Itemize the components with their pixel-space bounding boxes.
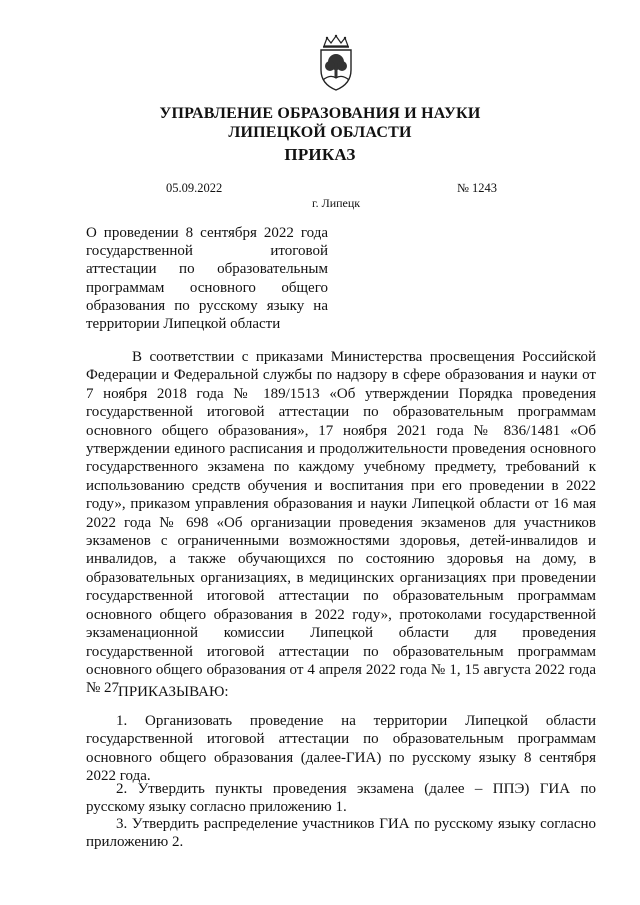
document-subject: О проведении 8 сентября 2022 года государственной итоговой аттестации по образовательным программам основного общего образования по русскому языку на территории Липецкой области: [86, 225, 328, 333]
organization-name: [0, 104, 640, 142]
order-item-1: 1. Организовать проведение на территории Липецкой области государственной итоговой аттестации по образовательным программам основного общего образования (далее-ГИА) по русскому языку 8 сентября 2022 года.: [86, 713, 596, 785]
document-number: № 1243: [457, 181, 498, 195]
organization-line-2: ЛИПЕЦКОЙ ОБЛАСТИ: [228, 124, 412, 141]
order-item-2: 2. Утвердить пункты проведения экзамена (далее – ППЭ) ГИА по русскому языку согласно приложению 1.: [86, 781, 596, 816]
coat-of-arms-emblem: [316, 34, 356, 92]
order-word: ПРИКАЗЫВАЮ:: [118, 684, 229, 700]
organization-line-1: УПРАВЛЕНИЕ ОБРАЗОВАНИЯ И НАУКИ: [159, 105, 481, 122]
document-date: 05.09.2022: [166, 181, 223, 195]
document-city: г. Липецк: [312, 196, 361, 210]
order-item-3: 3. Утвердить распределение участников ГИА по русскому языку согласно приложению 2.: [86, 816, 596, 851]
preamble-paragraph: В соответствии с приказами Министерства просвещения Российской Федерации и Федеральной службы по надзору в сфере образования и науки от 7 ноября 2018 года № 189/1513 «Об утверждении Порядка проведения государственной итоговой аттестации по образовательным программам основного общего образования», 17 ноября 2021 года № 836/1481 «Об утверждении единого расписания и продолжительности проведения основного государственного экзамена по каждому учебному предмету, требований к использованию средств обучения и воспитания при его проведении в 2022 году», приказом управления образования и науки Липецкой области от 16 мая 2022 года № 698 «Об организации проведения экзаменов для участников экзаменов с ограниченными возможностями здоровья, детей-инвалидов и инвалидов, а также обучающихся по состоянию здоровья на дому, в образовательных организациях, в медицинских организациях при проведении государственной итоговой аттестации по образовательным программам основного общего образования в 2022 году», протоколами государственной экзаменационной комиссии Липецкой области для проведения государственной итоговой аттестации по образовательным программам основного общего образования от 4 апреля 2022 года № 1, 15 августа 2022 года № 27: [86, 349, 596, 697]
document-type: ПРИКАЗ: [284, 145, 356, 164]
